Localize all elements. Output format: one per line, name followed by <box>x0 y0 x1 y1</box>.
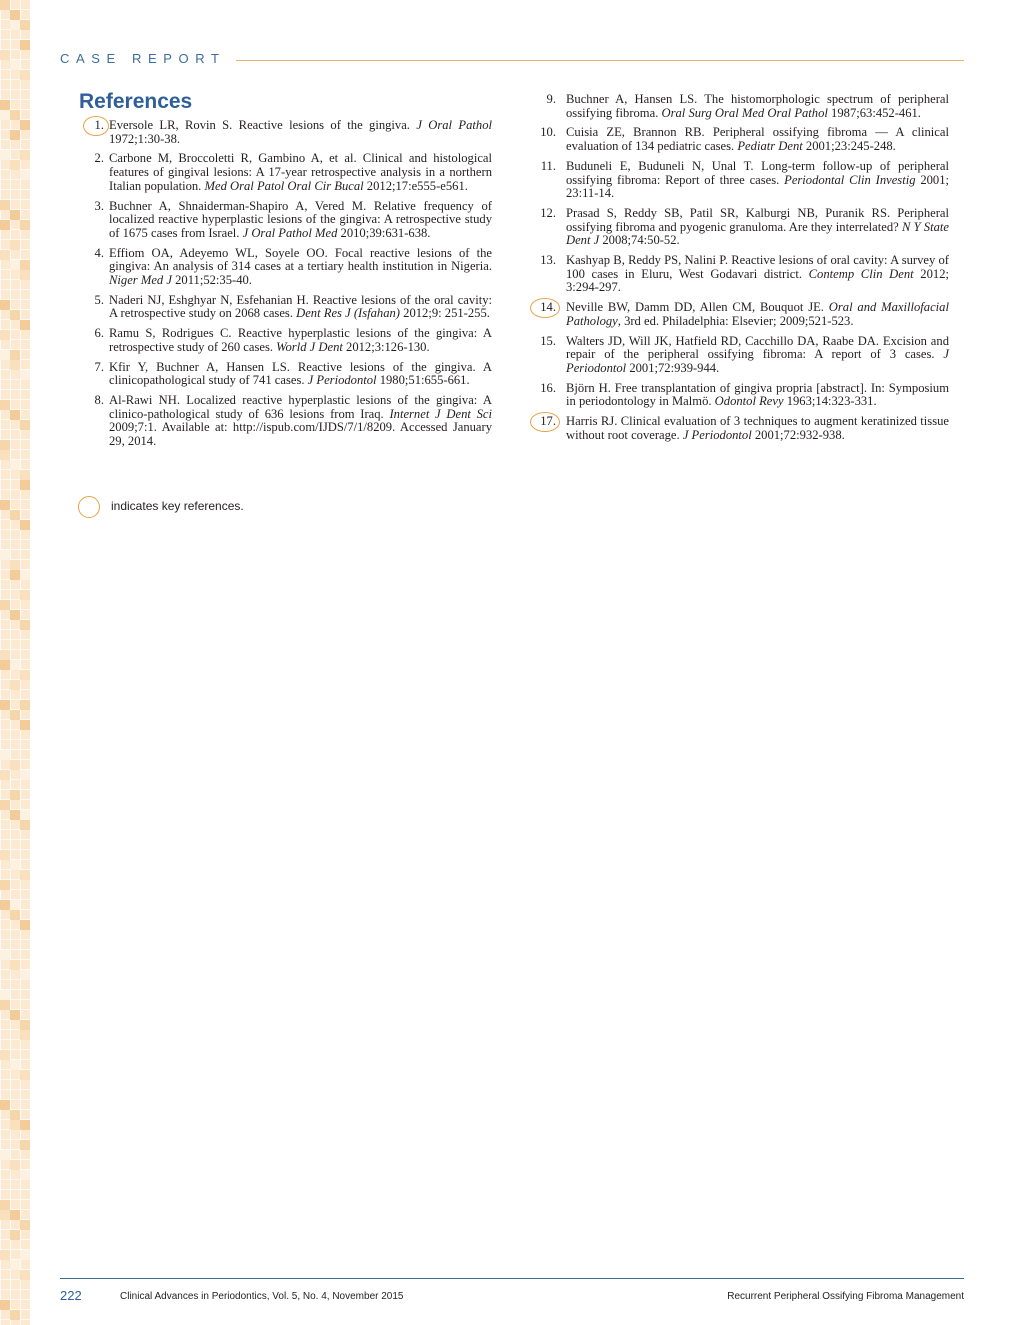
reference-segment: Harris RJ. Clinical evaluation of 3 techniques to augment keratinized tissue without root coverage. <box>566 414 949 442</box>
strip-block <box>10 510 20 520</box>
strip-block <box>10 900 20 910</box>
strip-block <box>0 1150 10 1160</box>
strip-block <box>20 720 30 730</box>
reference-item <box>528 254 949 295</box>
reference-segment: 1987;63:452-461. <box>827 105 921 120</box>
strip-block <box>0 750 10 760</box>
reference-item <box>82 119 492 146</box>
strip-block <box>20 170 30 180</box>
reference-segment: Naderi NJ, Eshghyar N, Esfehanian H. Reactive lesions of the oral cavity: A retrospective study on 2068 cases. <box>109 292 492 321</box>
reference-text <box>566 253 949 294</box>
reference-number: 2. <box>94 151 104 166</box>
reference-journal: Internet J Dent Sci <box>389 406 492 421</box>
reference-segment: Björn H. Free transplantation of gingiva propria [abstract]. In: Symposium in periodontology in Malmö. <box>566 380 949 409</box>
strip-block <box>0 1050 10 1060</box>
strip-block <box>20 1030 30 1040</box>
reference-segment: Buduneli E, Buduneli N, Unal T. Long-term follow-up of peripheral ossifying fibroma: Report of three cases. <box>566 158 949 187</box>
reference-segment: 2011;52:35-40. <box>171 273 252 288</box>
strip-block <box>0 950 10 960</box>
reference-text <box>109 246 492 287</box>
page-number: 222 <box>60 1288 82 1303</box>
reference-number: 6. <box>94 326 104 341</box>
strip-block <box>0 200 10 210</box>
reference-journal: Contemp Clin Dent <box>808 266 914 281</box>
reference-item <box>528 382 949 409</box>
strip-block <box>20 700 30 710</box>
reference-item <box>82 247 492 288</box>
strip-block <box>20 1020 30 1030</box>
strip-block <box>0 1300 10 1310</box>
reference-text <box>109 326 492 354</box>
reference-number: 16. <box>540 380 556 395</box>
reference-segment: 2001;72:932-938. <box>751 427 845 442</box>
strip-block <box>0 700 10 710</box>
strip-block <box>0 440 10 450</box>
reference-text <box>109 360 492 388</box>
reference-item <box>82 394 492 449</box>
reference-journal: Odontol Revy <box>714 394 784 409</box>
strip-block <box>0 220 10 230</box>
references-title: References <box>79 90 193 113</box>
strip-block <box>10 610 20 620</box>
strip-block <box>10 680 20 690</box>
strip-block <box>0 350 10 360</box>
strip-block <box>20 320 30 330</box>
strip-block <box>0 880 10 890</box>
strip-block <box>10 20 20 30</box>
strip-block <box>20 260 30 270</box>
key-reference-circle-icon <box>78 496 100 518</box>
reference-journal: J Periodontol <box>566 347 949 375</box>
strip-block <box>0 110 10 120</box>
reference-journal: Oral and Maxillofacial Pathology <box>566 300 949 328</box>
strip-block <box>0 100 10 110</box>
strip-block <box>20 770 30 780</box>
reference-segment: 2012;17:e555-e561. <box>363 178 468 193</box>
reference-number: 13. <box>540 253 556 268</box>
reference-item <box>82 327 492 354</box>
reference-segment: Kashyap B, Reddy PS, Nalini P. Reactive lesions of oral cavity: A survey of 100 cases in Eluru, West Godavari district. <box>566 253 949 281</box>
strip-block <box>0 250 10 260</box>
reference-segment: 2012;3:126-130. <box>342 339 430 354</box>
strip-block <box>20 150 30 160</box>
header-rule <box>236 60 964 61</box>
strip-block <box>0 400 10 410</box>
reference-text <box>566 125 949 153</box>
running-title: Recurrent Peripheral Ossifying Fibroma Management <box>727 1291 964 1302</box>
strip-block <box>20 120 30 130</box>
strip-block <box>20 670 30 680</box>
strip-block <box>0 450 10 460</box>
reference-text <box>566 300 949 328</box>
reference-segment: Effiom OA, Adeyemo WL, Soyele OO. Focal reactive lesions of the gingiva: An analysis of 314 cases at a tertiary health institution in Nigeria. <box>109 245 492 274</box>
strip-block <box>0 50 10 60</box>
strip-block <box>10 1210 20 1220</box>
strip-block <box>0 330 10 340</box>
reference-journal: Dent Res J (Isfahan) <box>296 306 400 321</box>
strip-block <box>20 70 30 80</box>
strip-block <box>0 300 10 310</box>
strip-block <box>10 110 20 120</box>
strip-block <box>10 860 20 870</box>
strip-block <box>20 270 30 280</box>
reference-number: 3. <box>94 198 104 213</box>
reference-text <box>566 159 949 200</box>
reference-segment: 2010;39:631-638. <box>337 225 431 240</box>
reference-item <box>82 361 492 388</box>
reference-number: 11. <box>540 158 556 173</box>
strip-block <box>0 900 10 910</box>
footer-rule <box>60 1278 964 1279</box>
strip-block <box>20 820 30 830</box>
references-column-left <box>82 119 492 455</box>
reference-item <box>528 415 949 442</box>
strip-block <box>0 1200 10 1210</box>
strip-block <box>20 1120 30 1130</box>
strip-block <box>10 1160 20 1170</box>
reference-text <box>566 334 949 375</box>
strip-block <box>20 1070 30 1080</box>
reference-text <box>566 206 949 247</box>
strip-block <box>10 210 20 220</box>
strip-block <box>0 770 10 780</box>
strip-block <box>20 870 30 880</box>
strip-block <box>20 1140 30 1150</box>
strip-block <box>0 660 10 670</box>
strip-block <box>20 520 30 530</box>
strip-block <box>20 420 30 430</box>
reference-segment: Eversole LR, Rovin S. Reactive lesions of the gingiva. <box>109 118 417 132</box>
reference-journal: World J Dent <box>276 339 343 354</box>
reference-journal: J Periodontol <box>682 427 752 442</box>
strip-block <box>10 1310 20 1320</box>
strip-block <box>0 1100 10 1110</box>
strip-block <box>10 410 20 420</box>
strip-block <box>10 710 20 720</box>
strip-block <box>0 800 10 810</box>
strip-block <box>10 360 20 370</box>
key-reference-number: 17. <box>528 415 556 429</box>
strip-block <box>10 790 20 800</box>
reference-item <box>528 335 949 376</box>
reference-journal: J Oral Pathol Med <box>242 225 338 240</box>
reference-segment: 2001;72:939-944. <box>626 360 720 375</box>
reference-item <box>528 93 949 120</box>
strip-block <box>10 130 20 140</box>
reference-segment: 1972;1:30-38. <box>109 131 181 146</box>
strip-block <box>10 160 20 170</box>
reference-segment: Cuisia ZE, Brannon RB. Peripheral ossifying fibroma — A clinical evaluation of 134 pediatric cases. <box>566 125 949 154</box>
reference-journal: J Periodontol <box>307 373 377 388</box>
reference-segment: Al-Rawi NH. Localized reactive hyperplastic lesions of the gingiva: A clinico-pathological study of 636 lesions from Iraq. <box>109 392 492 421</box>
strip-block <box>20 810 30 820</box>
strip-block <box>0 150 10 160</box>
reference-segment: 2012; 3:294-297. <box>566 266 949 295</box>
strip-block <box>20 1220 30 1230</box>
strip-block <box>20 620 30 630</box>
strip-block <box>0 1250 10 1260</box>
reference-segment: 2001;23:245-248. <box>802 139 896 154</box>
strip-block <box>10 460 20 470</box>
key-reference-number: 14. <box>528 301 556 315</box>
strip-block <box>10 1010 20 1020</box>
reference-segment: 2009;7:1. Available at: http://ispub.com/IJDS/7/1/8209. Accessed January 29, 2014. <box>109 420 492 449</box>
reference-segment: Walters JD, Will JK, Hatfield RD, Cacchillo DA, Raabe DA. Excision and repair of the peripheral ossifying fibroma: A report of 3 cases. <box>566 333 949 362</box>
strip-block <box>20 570 30 580</box>
journal-citation: Clinical Advances in Periodontics, Vol. 5, No. 4, November 2015 <box>120 1291 404 1302</box>
reference-journal: Med Oral Patol Oral Cir Bucal <box>204 178 364 193</box>
reference-number: 15. <box>540 333 556 348</box>
section-label: CASE REPORT <box>60 51 226 66</box>
reference-segment: Buchner A, Hansen LS. The histomorphologic spectrum of peripheral ossifying fibroma. <box>566 92 949 120</box>
reference-segment: , 3rd ed. Philadelphia: Elsevier; 2009;521-523. <box>617 313 854 328</box>
reference-journal: J Oral Pathol <box>416 118 492 132</box>
strip-block <box>10 260 20 270</box>
reference-segment: Kfir Y, Buchner A, Hansen LS. Reactive lesions of the gingiva. A clinicopathological study of 741 cases. <box>109 359 492 388</box>
reference-item <box>82 294 492 321</box>
reference-item <box>528 301 949 328</box>
strip-block <box>0 0 10 10</box>
reference-segment: Carbone M, Broccoletti R, Gambino A, et al. Clinical and histological features of gingival lesions: A 17-year retrospective analysis in a northern Italian population. <box>109 151 492 193</box>
strip-block <box>20 970 30 980</box>
reference-number: 9. <box>546 92 556 106</box>
reference-text <box>566 92 949 120</box>
reference-segment: 2012;9: 251-255. <box>400 306 490 321</box>
reference-segment: 1980;51:655-661. <box>376 373 470 388</box>
legend-text: indicates key references. <box>111 499 244 513</box>
strip-block <box>0 1000 10 1010</box>
reference-text <box>566 381 949 409</box>
strip-block <box>20 590 30 600</box>
strip-block <box>10 910 20 920</box>
strip-block <box>20 1170 30 1180</box>
strip-block <box>10 960 20 970</box>
reference-segment: 2008;74:50-52. <box>599 233 680 248</box>
reference-item <box>528 207 949 248</box>
reference-item <box>528 126 949 153</box>
reference-number: 12. <box>540 205 556 220</box>
strip-block <box>20 470 30 480</box>
reference-number: 7. <box>94 359 104 374</box>
strip-block <box>20 220 30 230</box>
reference-segment: Prasad S, Reddy SB, Patil SR, Kalburgi NB, Puranik RS. Peripheral ossifying fibroma and pyogenic granuloma. Are they interrelated? <box>566 205 949 234</box>
strip-block <box>10 660 20 670</box>
reference-number: 5. <box>94 292 104 307</box>
decorative-side-strip <box>0 0 30 1325</box>
strip-block <box>20 920 30 930</box>
reference-journal: Niger Med J <box>109 273 172 288</box>
strip-block <box>0 1210 10 1220</box>
strip-block <box>20 1250 30 1260</box>
strip-block <box>10 350 20 360</box>
strip-block <box>20 480 30 490</box>
strip-block <box>0 650 10 660</box>
strip-block <box>10 1260 20 1270</box>
reference-journal: Oral Surg Oral Med Oral Pathol <box>661 105 828 120</box>
reference-text <box>109 151 492 192</box>
strip-block <box>10 1060 20 1070</box>
strip-block <box>20 1270 30 1280</box>
strip-block <box>10 810 20 820</box>
strip-block <box>10 1230 20 1240</box>
strip-block <box>0 500 10 510</box>
reference-text <box>566 414 949 442</box>
reference-segment: Ramu S, Rodrigues C. Reactive hyperplastic lesions of the gingiva: A retrospective study of 260 cases. <box>109 326 492 354</box>
reference-item <box>82 152 492 193</box>
strip-block <box>10 1120 20 1130</box>
reference-segment: 1963;14:323-331. <box>783 394 877 409</box>
reference-item <box>82 200 492 241</box>
references-column-right <box>528 93 949 448</box>
reference-text <box>109 293 492 321</box>
strip-block <box>20 370 30 380</box>
strip-block <box>20 40 30 50</box>
strip-block <box>10 310 20 320</box>
reference-text <box>109 393 492 448</box>
strip-block <box>20 20 30 30</box>
strip-block <box>10 240 20 250</box>
strip-block <box>0 990 10 1000</box>
key-reference-number: 1. <box>82 119 104 133</box>
reference-text <box>109 199 492 240</box>
reference-segment: Neville BW, Damm DD, Allen CM, Bouquot JE. <box>566 300 829 315</box>
reference-journal: Pediatr Dent <box>737 139 803 154</box>
strip-block <box>0 550 10 560</box>
strip-block <box>10 560 20 570</box>
strip-block <box>0 600 10 610</box>
strip-block <box>10 10 20 20</box>
reference-number: 4. <box>94 245 104 260</box>
strip-block <box>10 570 20 580</box>
strip-block <box>10 1110 20 1120</box>
reference-journal: N Y State Dent J <box>566 219 949 248</box>
reference-number: 10. <box>540 125 556 140</box>
strip-block <box>10 60 20 70</box>
reference-number: 8. <box>94 392 104 407</box>
reference-segment: 2001; 23:11-14. <box>566 172 950 201</box>
reference-text <box>109 118 492 146</box>
reference-item <box>528 160 949 201</box>
strip-block <box>10 760 20 770</box>
reference-journal: Periodontal Clin Investig <box>784 172 916 187</box>
reference-segment: Buchner A, Shnaiderman-Shapiro A, Vered M. Relative frequency of localized reactive hyperplastic lesions of the gingiva: A retrospective study of 1675 cases from Israel. <box>109 198 492 240</box>
strip-block <box>0 850 10 860</box>
